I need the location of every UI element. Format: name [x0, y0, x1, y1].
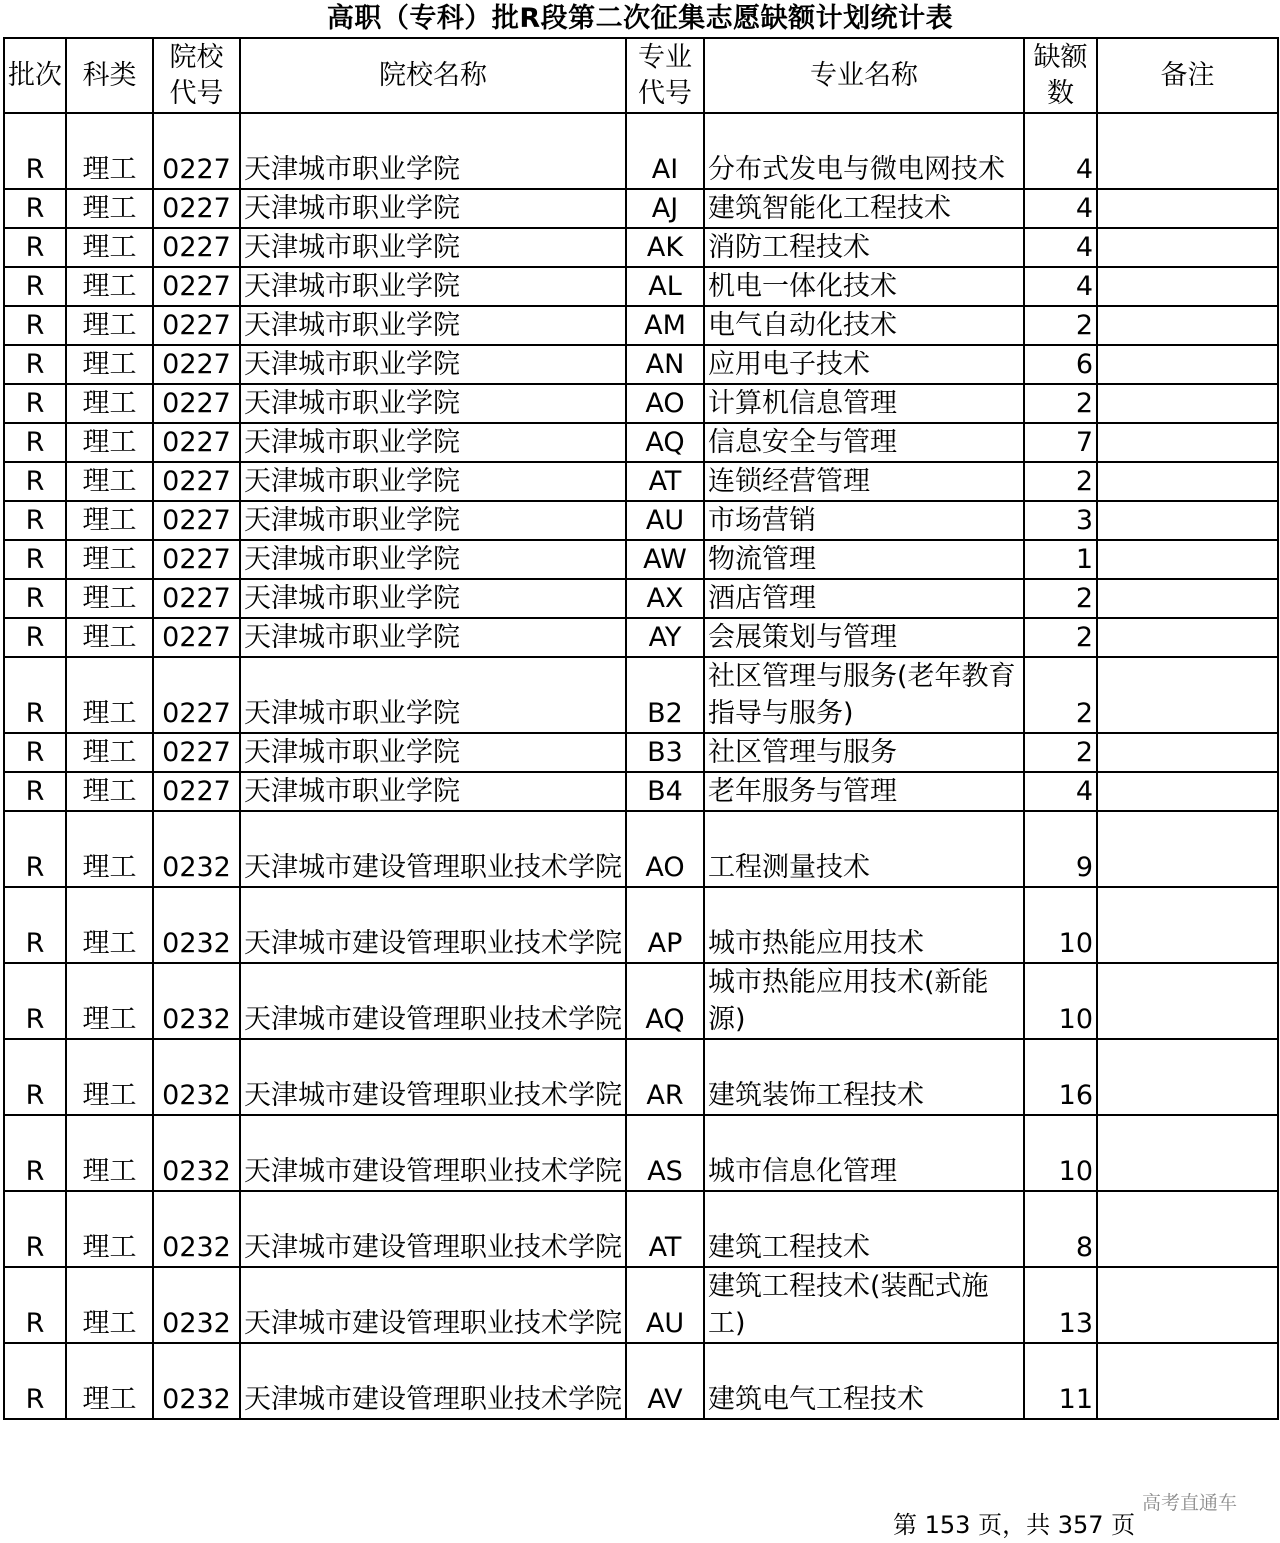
school-name-cell: 天津城市职业学院	[240, 501, 626, 540]
batch-cell: R	[4, 811, 66, 887]
school-code-cell: 0232	[153, 811, 240, 887]
vacancy-cell: 11	[1024, 1343, 1097, 1419]
major-name-cell: 应用电子技术	[704, 345, 1024, 384]
table-row	[4, 462, 1278, 501]
header-major-name: 专业名称	[704, 38, 1024, 113]
remark-cell	[1097, 887, 1278, 963]
school-code-cell: 0232	[153, 1343, 240, 1419]
table-row	[4, 384, 1278, 423]
school-code-cell: 0227	[153, 423, 240, 462]
major-code-cell: AI	[626, 113, 704, 189]
school-code-cell: 0232	[153, 963, 240, 1039]
major-code-cell: AT	[626, 462, 704, 501]
major-name-cell: 城市信息化管理	[704, 1115, 1024, 1191]
table-row	[4, 189, 1278, 228]
table-row	[4, 733, 1278, 772]
batch-cell: R	[4, 733, 66, 772]
batch-cell: R	[4, 462, 66, 501]
table-row	[4, 501, 1278, 540]
batch-cell: R	[4, 1191, 66, 1267]
major-name-cell: 城市热能应用技术(新能源)	[704, 963, 1024, 1039]
major-code-cell: AK	[626, 228, 704, 267]
major-code-cell: AO	[626, 811, 704, 887]
batch-cell: R	[4, 772, 66, 811]
major-name-cell: 建筑电气工程技术	[704, 1343, 1024, 1419]
vacancy-cell: 3	[1024, 501, 1097, 540]
vacancy-cell: 13	[1024, 1267, 1097, 1343]
vacancy-cell: 4	[1024, 228, 1097, 267]
category-cell: 理工	[66, 811, 153, 887]
vacancy-cell: 4	[1024, 189, 1097, 228]
table-row	[4, 540, 1278, 579]
vacancy-cell: 7	[1024, 423, 1097, 462]
school-name-cell: 天津城市职业学院	[240, 618, 626, 657]
table-row	[4, 1191, 1278, 1267]
school-code-cell: 0227	[153, 540, 240, 579]
school-code-cell: 0227	[153, 228, 240, 267]
school-name-cell: 天津城市职业学院	[240, 267, 626, 306]
remark-cell	[1097, 963, 1278, 1039]
major-name-cell: 建筑智能化工程技术	[704, 189, 1024, 228]
school-code-cell: 0227	[153, 267, 240, 306]
vacancy-cell: 2	[1024, 657, 1097, 733]
major-name-cell: 连锁经营管理	[704, 462, 1024, 501]
category-cell: 理工	[66, 1039, 153, 1115]
school-code-cell: 0232	[153, 887, 240, 963]
table-row	[4, 423, 1278, 462]
vacancy-cell: 1	[1024, 540, 1097, 579]
table-row	[4, 657, 1278, 733]
major-name-cell: 老年服务与管理	[704, 772, 1024, 811]
batch-cell: R	[4, 113, 66, 189]
remark-cell	[1097, 579, 1278, 618]
major-name-cell: 社区管理与服务	[704, 733, 1024, 772]
school-name-cell: 天津城市职业学院	[240, 113, 626, 189]
table-row	[4, 113, 1278, 189]
category-cell: 理工	[66, 887, 153, 963]
school-code-cell: 0227	[153, 306, 240, 345]
school-name-cell: 天津城市建设管理职业技术学院	[240, 1115, 626, 1191]
major-name-cell: 酒店管理	[704, 579, 1024, 618]
vacancy-cell: 10	[1024, 1115, 1097, 1191]
table-row	[4, 579, 1278, 618]
school-code-cell: 0232	[153, 1267, 240, 1343]
batch-cell: R	[4, 267, 66, 306]
remark-cell	[1097, 113, 1278, 189]
batch-cell: R	[4, 306, 66, 345]
major-code-cell: AU	[626, 1267, 704, 1343]
major-code-cell: AQ	[626, 423, 704, 462]
table-row	[4, 811, 1278, 887]
batch-cell: R	[4, 579, 66, 618]
major-name-cell: 分布式发电与微电网技术	[704, 113, 1024, 189]
vacancy-cell: 2	[1024, 462, 1097, 501]
school-name-cell: 天津城市建设管理职业技术学院	[240, 1039, 626, 1115]
header-category: 科类	[66, 38, 153, 113]
batch-cell: R	[4, 963, 66, 1039]
school-code-cell: 0232	[153, 1115, 240, 1191]
table-row	[4, 618, 1278, 657]
school-code-cell: 0227	[153, 579, 240, 618]
major-code-cell: AJ	[626, 189, 704, 228]
remark-cell	[1097, 384, 1278, 423]
school-code-cell: 0227	[153, 657, 240, 733]
major-name-cell: 电气自动化技术	[704, 306, 1024, 345]
header-remark: 备注	[1097, 38, 1278, 113]
batch-cell: R	[4, 189, 66, 228]
batch-cell: R	[4, 618, 66, 657]
school-name-cell: 天津城市职业学院	[240, 579, 626, 618]
table-row	[4, 267, 1278, 306]
major-code-cell: AU	[626, 501, 704, 540]
school-code-cell: 0227	[153, 345, 240, 384]
major-code-cell: AN	[626, 345, 704, 384]
major-name-cell: 建筑工程技术(装配式施工)	[704, 1267, 1024, 1343]
school-name-cell: 天津城市职业学院	[240, 228, 626, 267]
remark-cell	[1097, 540, 1278, 579]
major-code-cell: AQ	[626, 963, 704, 1039]
header-vacancy: 缺额数	[1024, 38, 1097, 113]
vacancy-cell: 4	[1024, 772, 1097, 811]
school-name-cell: 天津城市建设管理职业技术学院	[240, 1343, 626, 1419]
remark-cell	[1097, 657, 1278, 733]
school-name-cell: 天津城市建设管理职业技术学院	[240, 1191, 626, 1267]
header-school-code: 院校代号	[153, 38, 240, 113]
major-name-cell: 城市热能应用技术	[704, 887, 1024, 963]
school-name-cell: 天津城市职业学院	[240, 384, 626, 423]
batch-cell: R	[4, 345, 66, 384]
remark-cell	[1097, 1267, 1278, 1343]
school-code-cell: 0227	[153, 462, 240, 501]
category-cell: 理工	[66, 267, 153, 306]
school-code-cell: 0227	[153, 501, 240, 540]
remark-cell	[1097, 618, 1278, 657]
vacancy-cell: 4	[1024, 267, 1097, 306]
watermark-text: 高考直通车	[1142, 1492, 1238, 1514]
batch-cell: R	[4, 657, 66, 733]
remark-cell	[1097, 1343, 1278, 1419]
major-code-cell: AM	[626, 306, 704, 345]
category-cell: 理工	[66, 1343, 153, 1419]
category-cell: 理工	[66, 1267, 153, 1343]
major-name-cell: 机电一体化技术	[704, 267, 1024, 306]
school-name-cell: 天津城市职业学院	[240, 733, 626, 772]
category-cell: 理工	[66, 113, 153, 189]
table-row	[4, 1039, 1278, 1115]
category-cell: 理工	[66, 306, 153, 345]
batch-cell: R	[4, 1343, 66, 1419]
vacancy-cell: 16	[1024, 1039, 1097, 1115]
school-name-cell: 天津城市职业学院	[240, 657, 626, 733]
major-name-cell: 信息安全与管理	[704, 423, 1024, 462]
remark-cell	[1097, 1039, 1278, 1115]
batch-cell: R	[4, 887, 66, 963]
school-code-cell: 0227	[153, 113, 240, 189]
vacancy-cell: 8	[1024, 1191, 1097, 1267]
category-cell: 理工	[66, 1115, 153, 1191]
major-code-cell: AX	[626, 579, 704, 618]
vacancy-cell: 10	[1024, 887, 1097, 963]
major-name-cell: 工程测量技术	[704, 811, 1024, 887]
remark-cell	[1097, 423, 1278, 462]
table-row	[4, 1115, 1278, 1191]
page-title: 高职（专科）批R段第二次征集志愿缺额计划统计表	[326, 3, 954, 34]
school-code-cell: 0227	[153, 772, 240, 811]
category-cell: 理工	[66, 963, 153, 1039]
major-name-cell: 会展策划与管理	[704, 618, 1024, 657]
category-cell: 理工	[66, 733, 153, 772]
batch-cell: R	[4, 228, 66, 267]
table-row	[4, 1343, 1278, 1419]
remark-cell	[1097, 228, 1278, 267]
school-name-cell: 天津城市职业学院	[240, 772, 626, 811]
header-major-code: 专业代号	[626, 38, 704, 113]
school-code-cell: 0227	[153, 189, 240, 228]
table-row	[4, 1267, 1278, 1343]
remark-cell	[1097, 189, 1278, 228]
remark-cell	[1097, 811, 1278, 887]
category-cell: 理工	[66, 501, 153, 540]
school-name-cell: 天津城市建设管理职业技术学院	[240, 811, 626, 887]
major-code-cell: AV	[626, 1343, 704, 1419]
school-name-cell: 天津城市职业学院	[240, 345, 626, 384]
remark-cell	[1097, 501, 1278, 540]
school-name-cell: 天津城市职业学院	[240, 189, 626, 228]
major-code-cell: AY	[626, 618, 704, 657]
batch-cell: R	[4, 1115, 66, 1191]
vacancy-cell: 2	[1024, 579, 1097, 618]
major-name-cell: 物流管理	[704, 540, 1024, 579]
remark-cell	[1097, 1191, 1278, 1267]
batch-cell: R	[4, 1267, 66, 1343]
remark-cell	[1097, 1115, 1278, 1191]
major-code-cell: AW	[626, 540, 704, 579]
school-name-cell: 天津城市职业学院	[240, 462, 626, 501]
category-cell: 理工	[66, 540, 153, 579]
page-number: 第 153 页，共 357 页	[893, 1511, 1136, 1539]
category-cell: 理工	[66, 345, 153, 384]
vacancy-cell: 6	[1024, 345, 1097, 384]
category-cell: 理工	[66, 1191, 153, 1267]
major-code-cell: AT	[626, 1191, 704, 1267]
category-cell: 理工	[66, 579, 153, 618]
vacancy-cell: 4	[1024, 113, 1097, 189]
major-name-cell: 计算机信息管理	[704, 384, 1024, 423]
table-row	[4, 963, 1278, 1039]
table-row	[4, 306, 1278, 345]
vacancy-cell: 2	[1024, 733, 1097, 772]
school-name-cell: 天津城市建设管理职业技术学院	[240, 887, 626, 963]
school-name-cell: 天津城市建设管理职业技术学院	[240, 1267, 626, 1343]
remark-cell	[1097, 267, 1278, 306]
major-code-cell: AS	[626, 1115, 704, 1191]
major-code-cell: B2	[626, 657, 704, 733]
major-code-cell: AO	[626, 384, 704, 423]
major-name-cell: 市场营销	[704, 501, 1024, 540]
major-name-cell: 消防工程技术	[704, 228, 1024, 267]
batch-cell: R	[4, 1039, 66, 1115]
remark-cell	[1097, 345, 1278, 384]
vacancy-cell: 2	[1024, 618, 1097, 657]
school-name-cell: 天津城市职业学院	[240, 423, 626, 462]
category-cell: 理工	[66, 423, 153, 462]
school-code-cell: 0227	[153, 384, 240, 423]
vacancy-cell: 9	[1024, 811, 1097, 887]
vacancy-cell: 10	[1024, 963, 1097, 1039]
category-cell: 理工	[66, 618, 153, 657]
header-school-name: 院校名称	[240, 38, 626, 113]
major-code-cell: AL	[626, 267, 704, 306]
major-code-cell: AR	[626, 1039, 704, 1115]
category-cell: 理工	[66, 462, 153, 501]
table-row	[4, 345, 1278, 384]
category-cell: 理工	[66, 228, 153, 267]
major-code-cell: B4	[626, 772, 704, 811]
table-row	[4, 887, 1278, 963]
remark-cell	[1097, 772, 1278, 811]
school-code-cell: 0232	[153, 1191, 240, 1267]
remark-cell	[1097, 306, 1278, 345]
school-code-cell: 0227	[153, 618, 240, 657]
major-name-cell: 社区管理与服务(老年教育指导与服务)	[704, 657, 1024, 733]
category-cell: 理工	[66, 384, 153, 423]
batch-cell: R	[4, 540, 66, 579]
major-name-cell: 建筑工程技术	[704, 1191, 1024, 1267]
school-name-cell: 天津城市职业学院	[240, 540, 626, 579]
vacancy-cell: 2	[1024, 306, 1097, 345]
major-name-cell: 建筑装饰工程技术	[704, 1039, 1024, 1115]
remark-cell	[1097, 733, 1278, 772]
school-name-cell: 天津城市职业学院	[240, 306, 626, 345]
vacancy-cell: 2	[1024, 384, 1097, 423]
batch-cell: R	[4, 423, 66, 462]
category-cell: 理工	[66, 189, 153, 228]
category-cell: 理工	[66, 772, 153, 811]
category-cell: 理工	[66, 657, 153, 733]
remark-cell	[1097, 462, 1278, 501]
school-code-cell: 0227	[153, 733, 240, 772]
major-code-cell: AP	[626, 887, 704, 963]
batch-cell: R	[4, 501, 66, 540]
table-row	[4, 772, 1278, 811]
header-row	[4, 38, 1278, 113]
school-code-cell: 0232	[153, 1039, 240, 1115]
quota-table	[3, 37, 1279, 1420]
table-row	[4, 228, 1278, 267]
school-name-cell: 天津城市建设管理职业技术学院	[240, 963, 626, 1039]
header-batch: 批次	[4, 38, 66, 113]
batch-cell: R	[4, 384, 66, 423]
major-code-cell: B3	[626, 733, 704, 772]
